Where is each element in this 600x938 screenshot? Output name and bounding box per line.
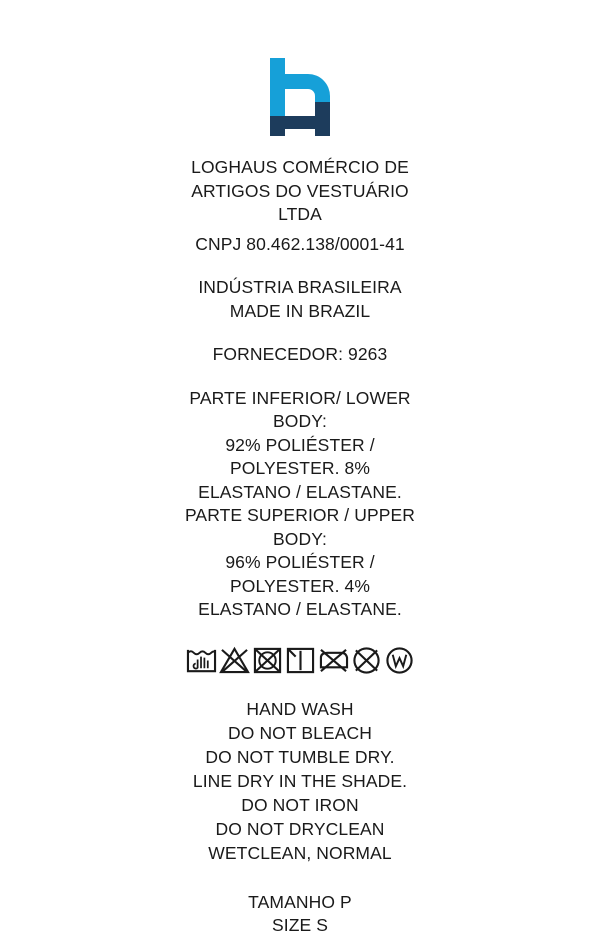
care-instruction-3: DO NOT TUMBLE DRY. xyxy=(205,746,395,767)
line-dry-in-shade-icon xyxy=(285,646,316,675)
do-not-bleach-icon xyxy=(219,646,250,675)
care-instruction-7: WETCLEAN, NORMAL xyxy=(208,842,392,863)
company-name-line-3: LTDA xyxy=(278,204,322,224)
care-instructions xyxy=(90,697,510,865)
do-not-tumble-dry-icon xyxy=(252,646,283,675)
care-instruction-5: DO NOT IRON xyxy=(241,794,359,815)
upper-body-title-line-2: BODY: xyxy=(273,528,327,549)
company-name-line-1: LOGHAUS COMÉRCIO DE xyxy=(191,157,409,177)
do-not-dryclean-icon xyxy=(351,646,382,675)
care-instruction-2: DO NOT BLEACH xyxy=(228,722,372,743)
lower-body-line-1: 92% POLIÉSTER / xyxy=(225,434,375,455)
upper-body-title-line-1: PARTE SUPERIOR / UPPER xyxy=(184,505,416,525)
wetclean-normal-icon xyxy=(384,646,415,675)
care-instruction-1: HAND WASH xyxy=(246,698,354,719)
supplier-block xyxy=(90,343,510,367)
company-cnpj xyxy=(90,233,510,257)
upper-body-line-3: ELASTANO / ELASTANE. xyxy=(198,599,402,619)
cnpj-value: CNPJ 80.462.138/0001-41 xyxy=(195,233,405,254)
origin-line-pt: INDÚSTRIA BRASILEIRA xyxy=(198,277,402,297)
upper-body-line-1: 96% POLIÉSTER / xyxy=(225,552,375,572)
origin-block xyxy=(90,276,510,323)
company-name xyxy=(90,156,510,227)
lower-body-title-line-1: PARTE INFERIOR/ LOWER xyxy=(189,387,411,408)
loghaus-h-logo-icon xyxy=(264,58,336,136)
size-label-pt: TAMANHO P xyxy=(248,891,352,912)
size-label-en: SIZE S xyxy=(271,915,329,935)
care-symbols-row xyxy=(186,646,415,675)
origin-line-en: MADE IN BRAZIL xyxy=(229,300,371,321)
composition-block xyxy=(90,387,510,622)
care-instruction-4: LINE DRY IN THE SHADE. xyxy=(192,770,408,791)
care-instruction-6: DO NOT DRYCLEAN xyxy=(215,818,385,839)
do-not-iron-icon xyxy=(318,646,349,675)
lower-body-line-3: ELASTANO / ELASTANE. xyxy=(198,481,402,502)
lower-body-line-2: POLYESTER. 8% xyxy=(229,458,371,478)
hand-wash-icon xyxy=(186,646,217,675)
lower-body-title-line-2: BODY: xyxy=(273,411,327,431)
size-block xyxy=(90,891,510,938)
supplier-label: FORNECEDOR: 9263 xyxy=(212,344,388,364)
company-name-line-2: ARTIGOS DO VESTUÁRIO xyxy=(191,180,409,201)
upper-body-line-2: POLYESTER. 4% xyxy=(229,575,371,596)
